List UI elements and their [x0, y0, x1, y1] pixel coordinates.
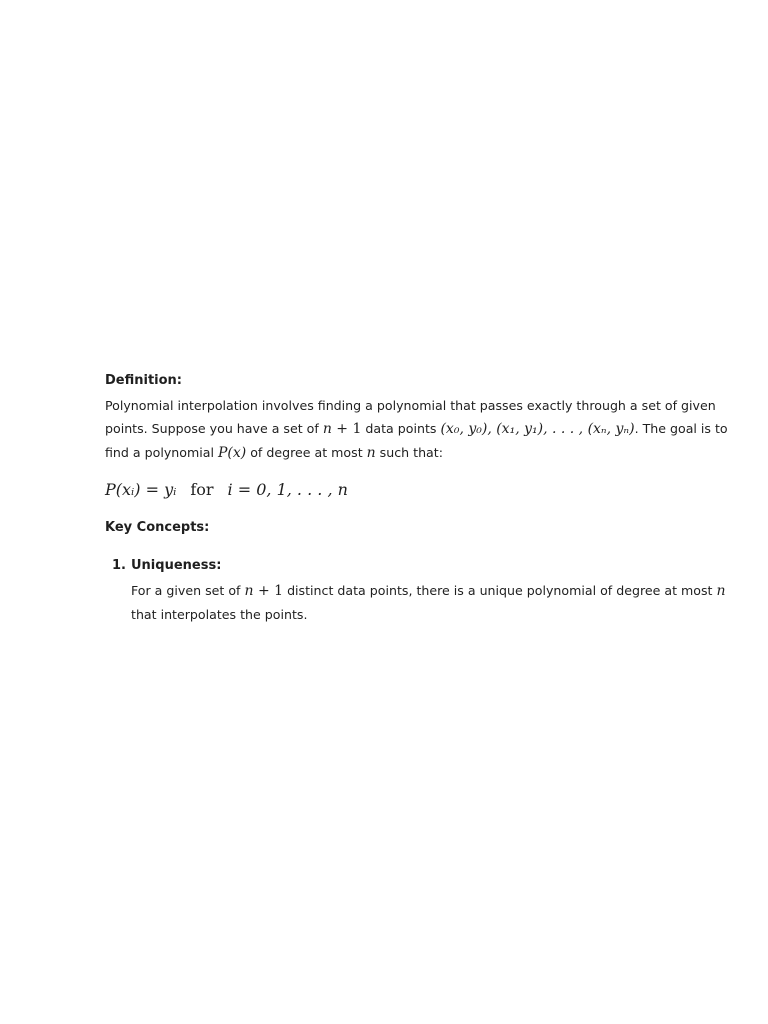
math-p-of-x: P(x)	[217, 445, 247, 461]
text: find a polynomial	[105, 445, 218, 460]
text: . The goal is to	[634, 421, 728, 436]
list-item	[105, 557, 726, 626]
text: data points	[361, 421, 441, 436]
text: of degree at most	[246, 445, 367, 460]
uniqueness-title: Uniqueness:	[131, 558, 222, 573]
document-content	[105, 372, 728, 626]
text: such that:	[375, 445, 443, 460]
math-n: n	[366, 445, 376, 461]
uniqueness-description	[131, 579, 726, 626]
uniqueness-line-1: For a given set of n + 1 distinct data points, there is a unique polynomial of degree at most n	[131, 583, 726, 599]
interpolation-equation	[105, 479, 695, 501]
math-n: n + 1	[244, 583, 284, 599]
definition-line-2	[105, 417, 728, 441]
math-n: n	[716, 583, 726, 599]
key-concepts-list	[105, 557, 726, 626]
equation-for: for	[190, 480, 214, 499]
math-n: n + 1	[322, 421, 362, 437]
definition-line-3	[105, 441, 695, 465]
math-data-points: (x₀, y₀), (x₁, y₁), . . . , (xₙ, yₙ)	[440, 421, 635, 437]
key-concepts-heading: Key Concepts:	[105, 520, 210, 535]
list-marker: 1.	[112, 558, 126, 573]
definition-paragraph	[105, 394, 728, 465]
definition-heading: Definition:	[105, 373, 183, 388]
uniqueness-line-2: that interpolates the points.	[131, 607, 308, 622]
text: points. Suppose you have a set of	[105, 421, 323, 436]
equation-lhs: P(xᵢ) = yᵢ	[105, 480, 177, 499]
definition-line-1: Polynomial interpolation involves finding a polynomial that passes exactly through a set of given	[105, 398, 716, 413]
equation-rhs: i = 0, 1, . . . , n	[227, 480, 348, 499]
